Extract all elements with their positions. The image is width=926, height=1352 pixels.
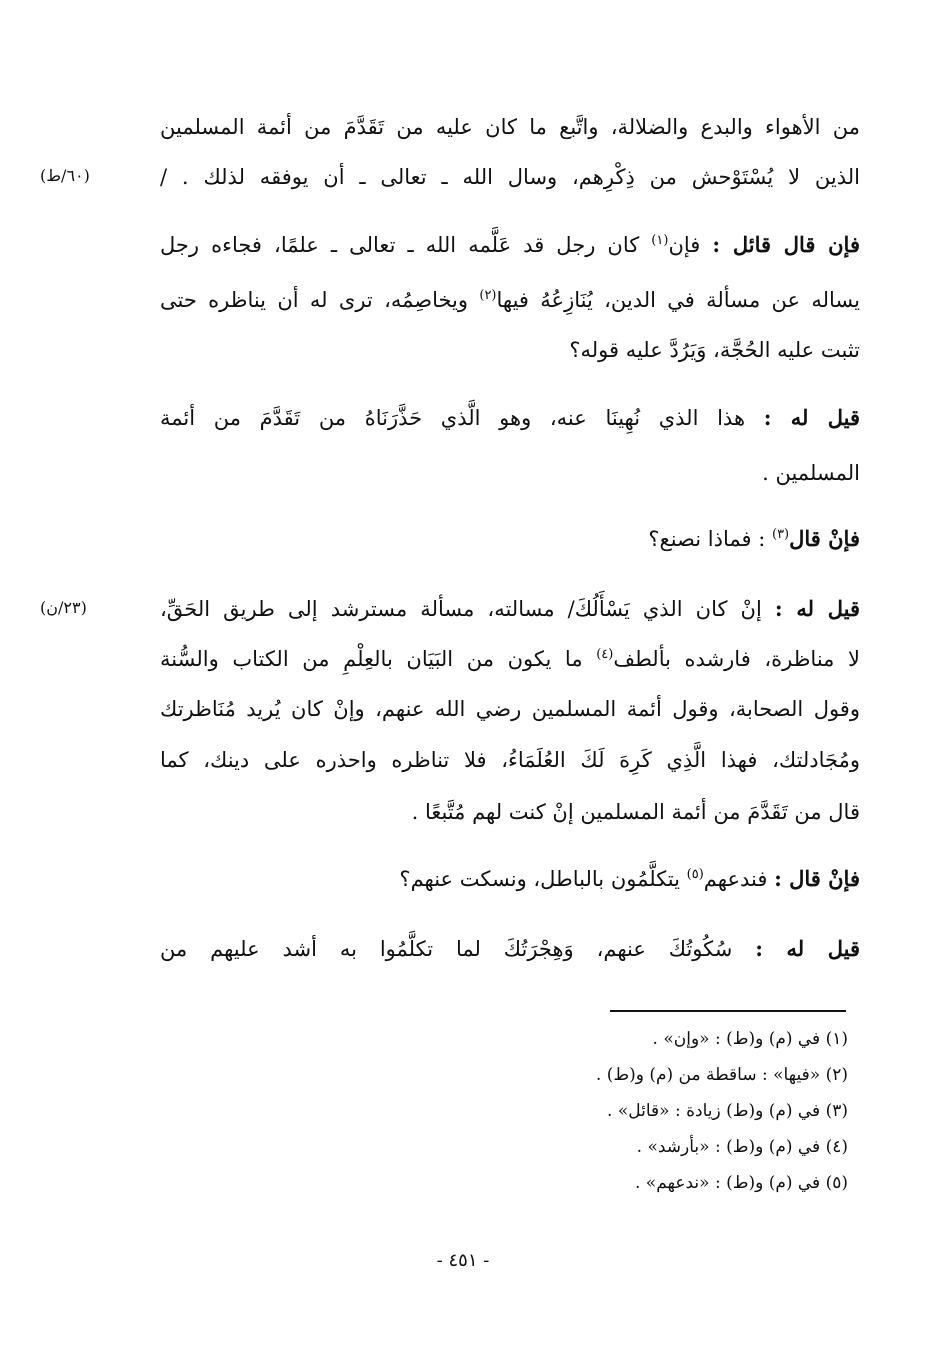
text-run: إنْ كان الذي يَسْأَلُكَ/ مسالته، مسألة مسترشد إلى طريق الحَقِّ، xyxy=(160,597,775,621)
text-run: هذا الذي نُهِينَا عنه، وهو الَّذي حَذَّرَنَاهُ من تَقَدَّمَ من أئمة xyxy=(160,406,764,430)
question-lead: فإنْ قال : xyxy=(774,866,860,891)
answer-lead: قيل له : xyxy=(763,405,861,430)
text-run: ويخاصِمُه، ترى له أن يناظره حتى xyxy=(160,288,480,312)
body-line xyxy=(160,403,860,433)
text-run: المسلمين . xyxy=(762,461,860,485)
body-line xyxy=(160,230,860,260)
body-line xyxy=(160,745,860,775)
text-run: يتكلَّمُون بالباطل، ونسكت عنهم؟ xyxy=(399,867,687,891)
footnote-ref: (٢) xyxy=(479,288,497,303)
answer-lead: قيل له : xyxy=(774,596,860,621)
body-line xyxy=(160,335,860,365)
body-line xyxy=(160,162,860,192)
footnote: (٢) «فيها» : ساقطة من (م) و(ط) . xyxy=(595,1065,848,1085)
footnote: (٣) في (م) و(ط) زيادة : «قائل» . xyxy=(607,1101,848,1121)
text-run: الذين لا يُسْتَوْحش من ذِكْرِهم، وسال الله ـ تعالى ـ أن يوفقه لذلك . / xyxy=(160,165,860,189)
margin-note-manuscript-ref: (٦٠/ط) xyxy=(40,166,90,185)
body-line xyxy=(160,524,860,554)
body-line xyxy=(160,934,860,964)
question-lead: فإنْ قال xyxy=(789,526,860,551)
footnote-ref: (٥) xyxy=(686,867,704,882)
text-run: يساله عن مسألة في الدين، يُنَازِعُهُ فيها xyxy=(496,288,860,312)
footnote: (١) في (م) و(ط) : «وإن» . xyxy=(652,1029,848,1049)
text-run: قال من تَقَدَّمَ من أئمة المسلمين إنْ كنت لهم مُتَّبعًا . xyxy=(411,800,860,824)
body-line xyxy=(160,594,860,624)
footnote-ref: (١) xyxy=(651,233,669,248)
footnote: (٥) في (م) و(ط) : «ندعهم» . xyxy=(635,1173,848,1193)
text-run: سُكُوتُكَ عنهم، وَهِجْرَتُكَ لما تكلَّمُوا به أشد عليهم من xyxy=(160,937,756,961)
page-number: - ٤٥١ - xyxy=(436,1250,490,1271)
text-run: كان رجل قد عَلَّمه الله ـ تعالى ـ علمًا، فجاءه رجل xyxy=(160,233,652,257)
footnote-ref: (٣) xyxy=(771,527,790,542)
body-line xyxy=(160,864,860,894)
text-run: تثبت عليه الحُجَّة، وَيَرُدَّ عليه قوله؟ xyxy=(569,338,860,362)
footnote-ref: (٤) xyxy=(596,647,614,662)
footnote-separator xyxy=(610,1010,846,1012)
answer-lead: قيل له : xyxy=(755,936,860,961)
body-line xyxy=(160,285,860,315)
body-line xyxy=(160,458,860,488)
body-line xyxy=(160,112,860,142)
body-line xyxy=(160,694,860,724)
text-run: فإن xyxy=(668,233,701,257)
text-run: : فماذا نصنع؟ xyxy=(648,527,772,551)
margin-note-manuscript-ref: (٢٣/ن) xyxy=(40,598,87,617)
text-run: ومُجَادلتك، فهذا الَّذِي كَرِهَ لَكَ العُلَمَاءُ، فلا تناظره واحذره على دينك، كما xyxy=(160,748,860,772)
text-run: لا مناظرة، فارشده بألطف xyxy=(613,647,861,671)
footnote: (٤) في (م) و(ط) : «بأرشد» . xyxy=(636,1137,848,1157)
body-line xyxy=(160,797,860,827)
text-run: فندعهم xyxy=(703,867,775,891)
text-run: وقول الصحابة، وقول أئمة المسلمين رضي الله عنهم، وإنْ كان يُريد مُنَاظرتك xyxy=(160,697,860,721)
text-run: من الأهواء والبدع والضلالة، واتَّبع ما كان عليه من تَقَدَّمَ من أئمة المسلمين xyxy=(160,115,860,139)
body-line xyxy=(160,644,860,674)
text-run: ما يكون من البَيَان بالعِلْمِ من الكتاب والسُّنة xyxy=(160,647,597,671)
question-lead: فإن قال قائل : xyxy=(712,232,860,257)
